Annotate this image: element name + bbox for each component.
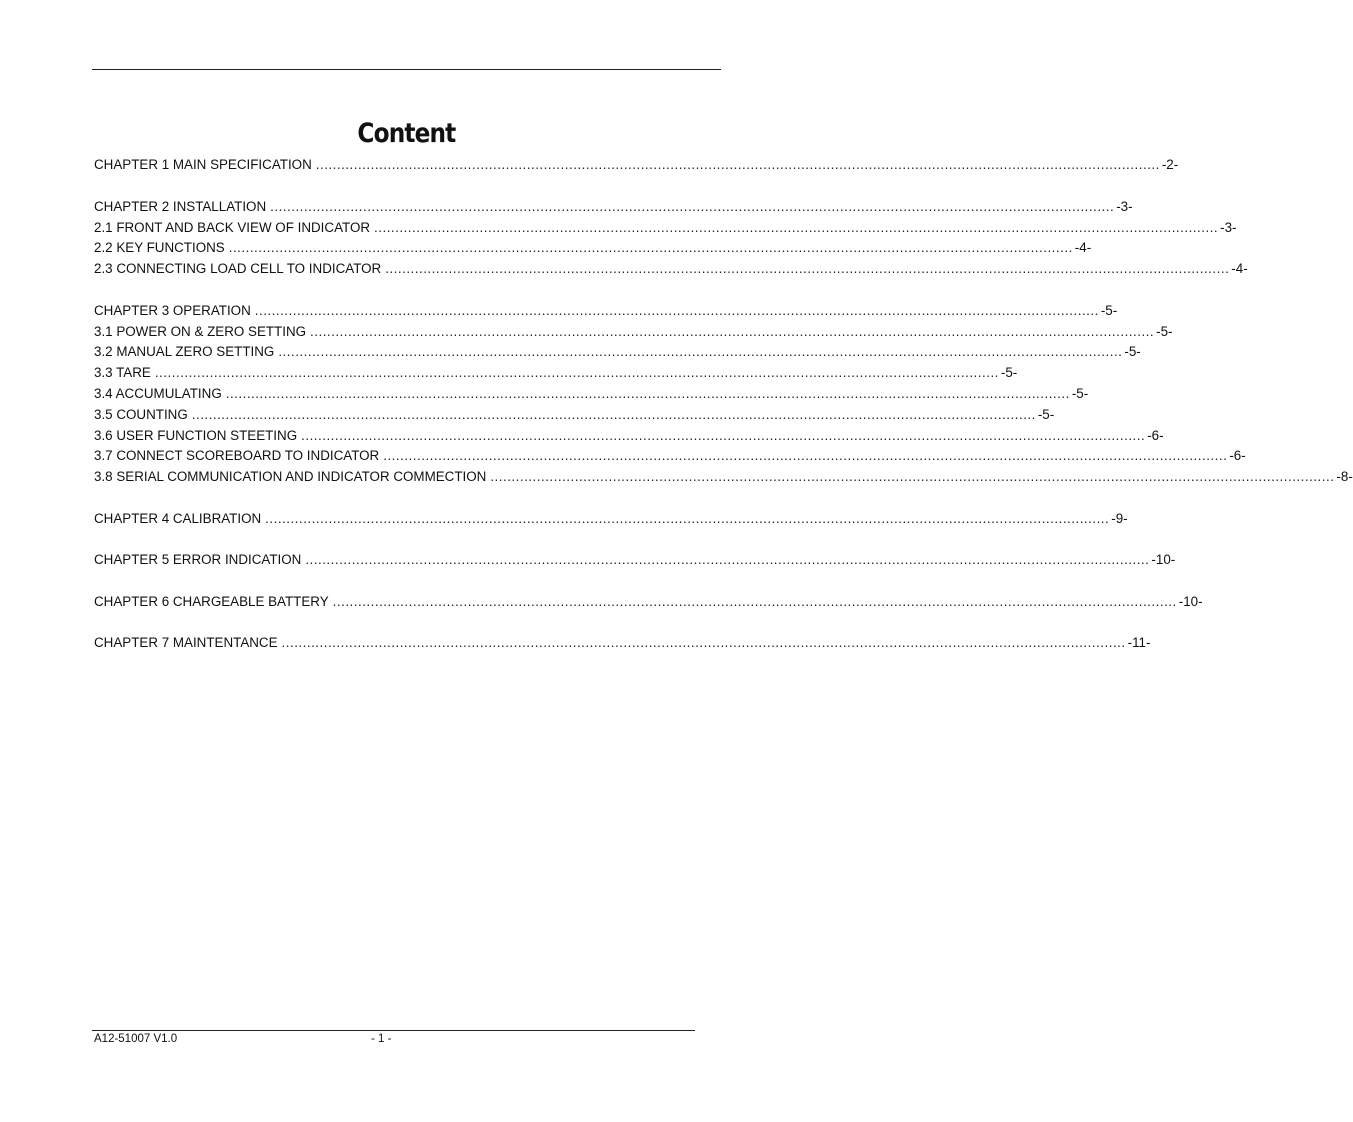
toc-leader-dots: ........................................................................................................................................................................................................ <box>385 261 1230 276</box>
toc-entry[interactable] <box>94 634 1151 652</box>
toc-entry-page: -3- <box>1220 220 1237 235</box>
toc-leader-dots: ........................................................................................................................................................................................................ <box>301 428 1146 443</box>
toc-leader-dots: ........................................................................................................................................................................................................ <box>265 511 1110 526</box>
toc-entry[interactable] <box>94 302 1118 320</box>
toc-entry[interactable] <box>94 406 1055 424</box>
toc-entry[interactable] <box>94 551 1176 569</box>
toc-entry-page: -6- <box>1147 428 1164 443</box>
toc-entry-label: 3.7 CONNECT SCOREBOARD TO INDICATOR <box>94 448 380 463</box>
toc-leader-dots: ........................................................................................................................................................................................................ <box>310 324 1155 339</box>
toc-leader-dots: ........................................................................................................................................................................................................ <box>228 240 1073 255</box>
toc-entry-label: 3.1 POWER ON & ZERO SETTING <box>94 324 307 339</box>
toc-entry[interactable] <box>94 239 1092 257</box>
toc-entry-page: -2- <box>1161 157 1179 172</box>
toc-leader-dots: ........................................................................................................................................................................................................ <box>281 635 1126 650</box>
toc-entry-label: 3.5 COUNTING <box>94 407 188 422</box>
toc-entry-label: CHAPTER 7 MAINTENTANCE <box>94 635 278 650</box>
toc-entry-page: -5- <box>1100 303 1118 318</box>
toc-entry-page: -8- <box>1336 469 1353 484</box>
toc-entry[interactable] <box>94 260 1248 278</box>
toc-entry-label: CHAPTER 1 MAIN SPECIFICATION <box>94 157 312 172</box>
toc-entry-label: 3.2 MANUAL ZERO SETTING <box>94 344 275 359</box>
toc-entry[interactable] <box>94 510 1128 528</box>
page-title: Content <box>357 118 456 149</box>
toc-entry[interactable] <box>94 427 1164 445</box>
footer-page-number: - 1 - <box>371 1033 392 1045</box>
toc-entry-page: -6- <box>1229 448 1246 463</box>
toc-entry[interactable] <box>94 468 1353 486</box>
toc-leader-dots: ........................................................................................................................................................................................................ <box>374 220 1219 235</box>
toc-leader-dots: ........................................................................................................................................................................................................ <box>225 386 1070 401</box>
toc-leader-dots: ........................................................................................................................................................................................................ <box>490 469 1335 484</box>
toc-entry-page: -5- <box>1124 344 1141 359</box>
toc-entry-label: 2.1 FRONT AND BACK VIEW OF INDICATOR <box>94 220 371 235</box>
toc-entry[interactable] <box>94 323 1173 341</box>
footer-document-id: A12-51007 V1.0 <box>94 1033 178 1045</box>
toc-entry-page: -10- <box>1151 552 1176 567</box>
toc-entry-label: 3.3 TARE <box>94 365 151 380</box>
toc-entry[interactable] <box>94 447 1246 465</box>
toc-entry-page: -4- <box>1074 240 1092 255</box>
toc-entry-page: -5- <box>1156 324 1173 339</box>
toc-entry-page: -5- <box>1071 386 1089 401</box>
toc-entry-label: CHAPTER 6 CHARGEABLE BATTERY <box>94 594 329 609</box>
toc-entry-label: 2.2 KEY FUNCTIONS <box>94 240 225 255</box>
toc-entry[interactable] <box>94 385 1089 403</box>
toc-entry-page: -10- <box>1178 594 1203 609</box>
toc-entry-label: CHAPTER 2 INSTALLATION <box>94 199 267 214</box>
toc-leader-dots: ........................................................................................................................................................................................................ <box>315 157 1160 172</box>
toc-entry-label: CHAPTER 3 OPERATION <box>94 303 251 318</box>
toc-leader-dots: ........................................................................................................................................................................................................ <box>278 344 1123 359</box>
toc-entry[interactable] <box>94 219 1237 237</box>
toc-entry-label: 3.6 USER FUNCTION STEETING <box>94 428 298 443</box>
toc-entry-label: 3.4 ACCUMULATING <box>94 386 222 401</box>
toc-leader-dots: ........................................................................................................................................................................................................ <box>254 303 1099 318</box>
toc-entry[interactable] <box>94 364 1018 382</box>
toc-leader-dots: ........................................................................................................................................................................................................ <box>305 552 1150 567</box>
toc-entry-page: -5- <box>1000 365 1018 380</box>
toc-entry[interactable] <box>94 156 1179 174</box>
toc-leader-dots: ........................................................................................................................................................................................................ <box>383 448 1228 463</box>
toc-entry[interactable] <box>94 198 1133 216</box>
header-rule <box>92 69 721 70</box>
toc-entry-label: 3.8 SERIAL COMMUNICATION AND INDICATOR COMMECTION <box>94 469 487 484</box>
toc-entry[interactable] <box>94 343 1141 361</box>
toc-leader-dots: ........................................................................................................................................................................................................ <box>191 407 1036 422</box>
toc-entry-page: -4- <box>1231 261 1248 276</box>
toc-entry-label: CHAPTER 5 ERROR INDICATION <box>94 552 302 567</box>
toc-entry-page: -3- <box>1116 199 1133 214</box>
toc-leader-dots: ........................................................................................................................................................................................................ <box>154 365 999 380</box>
toc-entry-label: 2.3 CONNECTING LOAD CELL TO INDICATOR <box>94 261 382 276</box>
toc-leader-dots: ........................................................................................................................................................................................................ <box>270 199 1115 214</box>
toc-entry-page: -5- <box>1037 407 1055 422</box>
toc-entry[interactable] <box>94 593 1203 611</box>
toc-entry-label: CHAPTER 4 CALIBRATION <box>94 511 262 526</box>
toc-leader-dots: ........................................................................................................................................................................................................ <box>332 594 1177 609</box>
footer-rule <box>92 1030 695 1031</box>
toc-entry-page: -11- <box>1127 635 1151 650</box>
toc-entry-page: -9- <box>1111 511 1128 526</box>
